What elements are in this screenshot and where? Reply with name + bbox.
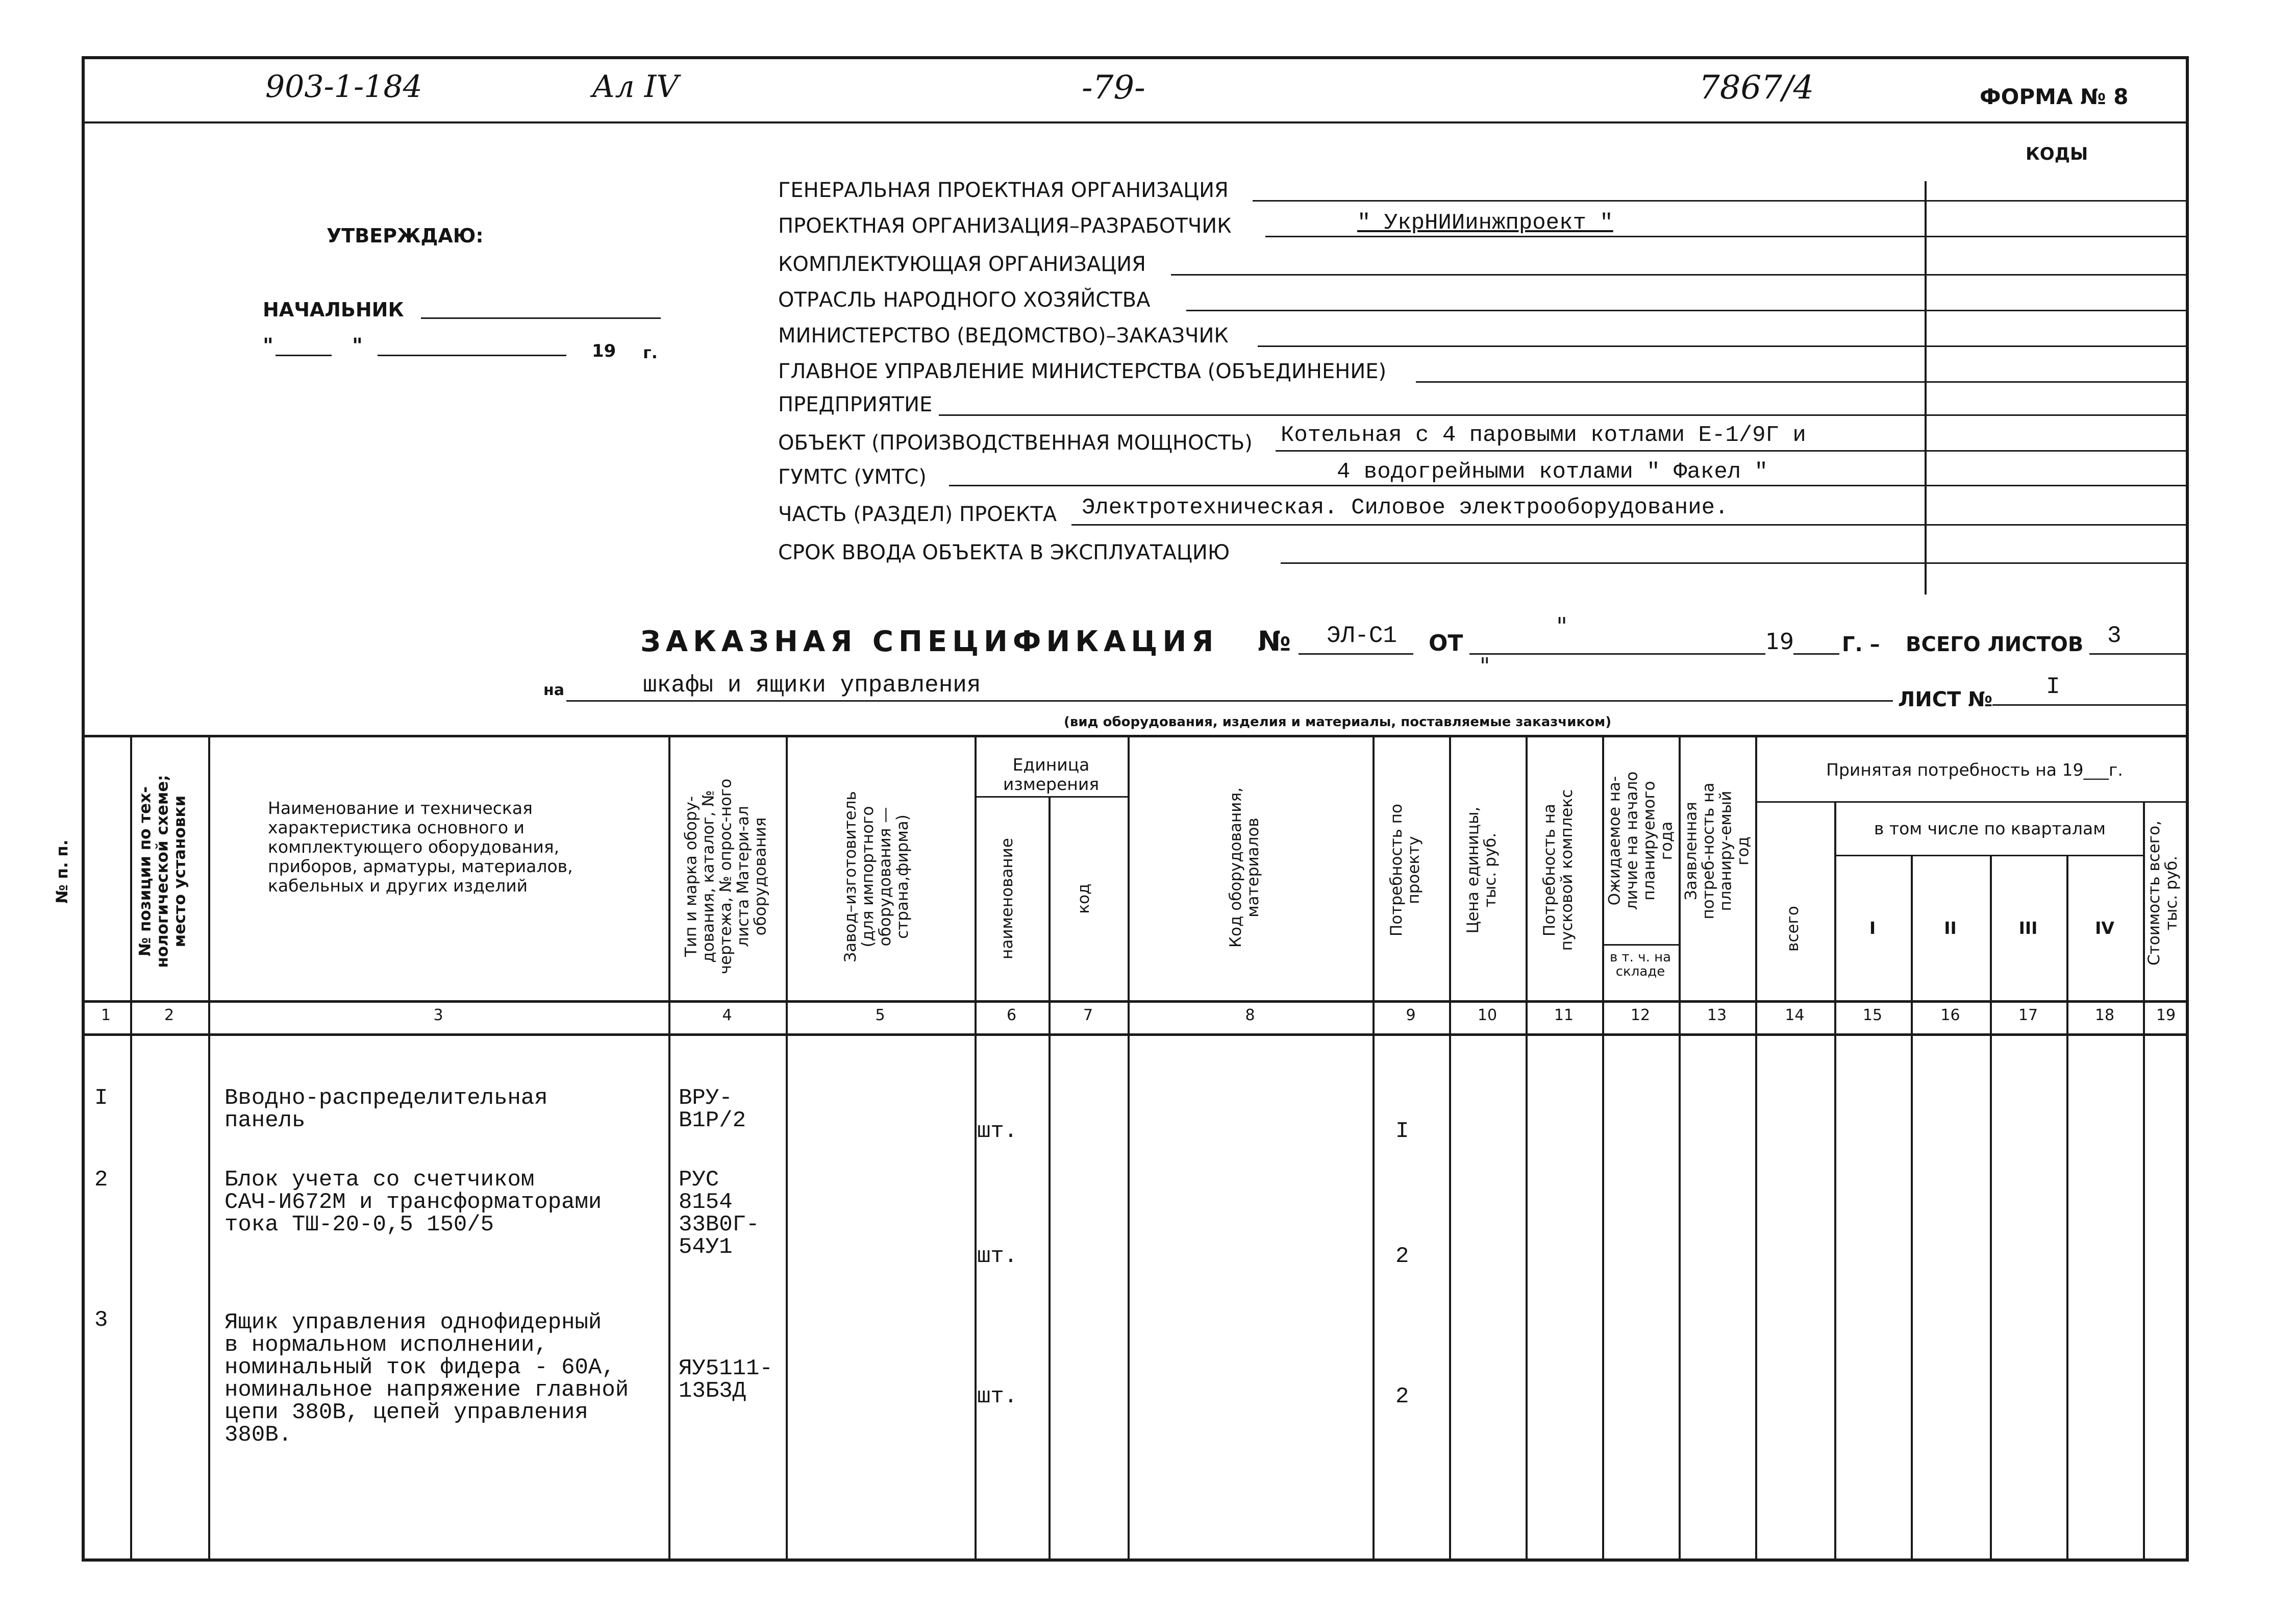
date-year-suffix: г. — [643, 343, 658, 362]
spec-sheet-label: ЛИСТ № — [1898, 688, 1993, 711]
codes-divider — [1925, 181, 1927, 595]
spec-for-label: на — [543, 681, 564, 699]
col-line-14 — [1834, 801, 1836, 1559]
col-header-q3: III — [2018, 918, 2038, 938]
spec-for-value: шкафы и ящики управления — [643, 672, 981, 699]
main-dept-line — [1416, 381, 2186, 383]
complect-org-line — [1171, 274, 2186, 276]
ministry-line — [1258, 345, 2186, 347]
colnum-4: 4 — [722, 1006, 732, 1024]
row-number: 2 — [94, 1167, 108, 1193]
row-type: ЯУ5111- 13Б3Д — [679, 1356, 773, 1404]
col-header-1: № п. п. — [53, 839, 71, 904]
row-qty: 2 — [1395, 1384, 1409, 1409]
archive-number: 7867/4 — [1699, 69, 1814, 107]
col-line-5 — [975, 735, 977, 1559]
col-header-4: Тип и марка обору-дования, каталог, № чертежа, № опрос-ного листа Матери-ал оборудования — [682, 778, 770, 975]
col-header-9: Потребность по проекту — [1387, 804, 1423, 936]
col-header-q1: I — [1869, 918, 1876, 938]
col-header-14: всего — [1784, 906, 1802, 952]
section-label: ЧАСТЬ (РАЗДЕЛ) ПРОЕКТА — [778, 503, 1057, 526]
object-value: Котельная с 4 паровыми котлами Е-1/9Г и — [1281, 423, 1806, 448]
col-line-6 — [1049, 796, 1051, 1559]
colnum-10: 10 — [1477, 1006, 1498, 1024]
colnum-11: 11 — [1554, 1006, 1574, 1024]
colnum-19: 19 — [2156, 1006, 2176, 1024]
row-unit: шт. — [977, 1244, 1018, 1269]
spec-total-line — [2089, 653, 2186, 655]
gumts-label: ГУМТС (УМТС) — [778, 465, 927, 489]
col-line-17 — [2066, 855, 2068, 1559]
colnum-13: 13 — [1707, 1006, 1727, 1024]
col-line-13 — [1755, 735, 1757, 1559]
colnum-3: 3 — [433, 1006, 443, 1024]
col-header-2: № позиции по тех-нологической схеме; место установки — [136, 775, 189, 968]
object-label: ОБЪЕКТ (ПРОИЗВОДСТВЕННАЯ МОЩНОСТЬ) — [778, 431, 1253, 455]
spec-for-line — [566, 700, 1893, 702]
colnum-12: 12 — [1630, 1006, 1651, 1024]
accepted-group-line — [1755, 801, 2189, 803]
col-header-10: Цена единицы, тыс. руб. — [1464, 806, 1500, 934]
col12-sub-line — [1602, 944, 1679, 946]
row-qty: 2 — [1395, 1244, 1409, 1269]
page-number: -79- — [1082, 69, 1145, 107]
row-name: Вводно-распределительная панель — [224, 1085, 548, 1133]
row-number: I — [94, 1085, 108, 1111]
date-day-line — [276, 355, 332, 356]
colnum-14: 14 — [1785, 1006, 1805, 1024]
row-unit: шт. — [977, 1384, 1018, 1409]
col-header-3: Наименование и техническая характеристика основного и комплектующего оборудования, приборов, арматуры, материалов, кабельных и других изделий — [268, 798, 573, 896]
spec-date-quote-bottom: " — [1480, 653, 1490, 679]
date-quote-open: " — [263, 334, 273, 358]
deadline-label: СРОК ВВОДА ОБЪЕКТА В ЭКСПЛУАТАЦИЮ — [778, 541, 1230, 564]
spec-from-label: ОТ — [1429, 630, 1463, 656]
spec-date-line — [1469, 653, 1765, 655]
general-org-label: ГЕНЕРАЛЬНАЯ ПРОЕКТНАЯ ОРГАНИЗАЦИЯ — [778, 179, 1229, 202]
col-header-6: наименование — [998, 838, 1016, 959]
colnum-18: 18 — [2094, 1006, 2115, 1024]
col-header-q2: II — [1944, 918, 1957, 938]
col-line-10 — [1526, 735, 1528, 1559]
spec-for-caption: (вид оборудования, изделия и материалы, поставляемые заказчиком) — [1064, 714, 1612, 730]
col-header-quarters: в том числе по кварталам — [1874, 819, 2106, 838]
col-header-8: Код оборудования, материалов — [1227, 787, 1262, 948]
row-type: РУС 8154 33В0Г- 54У1 — [679, 1167, 760, 1260]
row-name: Ящик управления однофидерный в нормальном исполнении, номинальный ток фидера - 60А, номинальное напряжение главной цепи 380В, цепей управления 380В. — [224, 1310, 629, 1448]
colnum-8: 8 — [1245, 1006, 1255, 1024]
complect-org-label: КОМПЛЕКТУЮЩАЯ ОРГАНИЗАЦИЯ — [778, 253, 1146, 276]
dev-org-value: " УкрНИИинжпроект " — [1357, 210, 1613, 236]
col-line-8 — [1372, 735, 1375, 1559]
spec-no-label: № — [1258, 625, 1291, 657]
colnum-bottom-line — [82, 1033, 2189, 1036]
col-line-7 — [1128, 735, 1130, 1559]
colnum-7: 7 — [1083, 1006, 1093, 1024]
col-header-accepted: Принятая потребность на 19___г. — [1826, 760, 2123, 780]
main-dept-label: ГЛАВНОЕ УПРАВЛЕНИЕ МИНИСТЕРСТВА (ОБЪЕДИНЕНИЕ) — [778, 360, 1387, 383]
row-number: 3 — [94, 1307, 108, 1333]
doc-code: 903-1-184 — [265, 69, 422, 105]
col-line-1 — [130, 735, 132, 1559]
dev-org-label: ПРОЕКТНАЯ ОРГАНИЗАЦИЯ–РАЗРАБОТЧИК — [778, 214, 1232, 238]
unit-group-line — [975, 796, 1128, 798]
colnum-1: 1 — [101, 1006, 111, 1024]
section-line — [1071, 524, 2186, 526]
approval-heading: УТВЕРЖДАЮ: — [327, 225, 484, 247]
col-header-13: Заявленная потреб-ность на планиру-емый год — [1682, 782, 1753, 920]
enterprise-label: ПРЕДПРИЯТИЕ — [778, 393, 933, 416]
spec-total-value: 3 — [2107, 623, 2122, 649]
col-header-12-sub: в т. ч. на складе — [1609, 950, 1671, 979]
spec-year-suffix: Г. – — [1842, 633, 1880, 656]
date-quote-close: " — [352, 334, 363, 358]
spec-sheet-line — [1992, 704, 2186, 706]
colnum-2: 2 — [164, 1006, 174, 1024]
enterprise-line — [939, 414, 2186, 416]
colnum-6: 6 — [1006, 1006, 1017, 1024]
col-line-15 — [1911, 855, 1913, 1559]
chief-signature-line — [421, 317, 661, 319]
spec-no-value: ЭЛ-С1 — [1327, 623, 1397, 649]
deadline-line — [1281, 562, 2186, 564]
row-type: ВРУ- В1Р/2 — [679, 1085, 746, 1133]
form-number: ФОРМА № 8 — [1980, 84, 2129, 109]
general-org-line — [1253, 200, 2186, 202]
col-line-11 — [1602, 735, 1604, 1559]
codes-label: КОДЫ — [2026, 144, 2088, 164]
quarters-group-line — [1834, 855, 2143, 856]
date-year: 19 — [592, 341, 616, 361]
col-line-3 — [668, 735, 670, 1559]
col-header-unit-group: Единица измерения — [1003, 755, 1100, 794]
ministry-label: МИНИСТЕРСТВО (ВЕДОМСТВО)–ЗАКАЗЧИК — [778, 324, 1229, 348]
col-header-19: Стоимость всего, тыс. руб. — [2145, 821, 2181, 966]
industry-label: ОТРАСЛЬ НАРОДНОГО ХОЗЯЙСТВА — [778, 288, 1151, 312]
col-line-2 — [208, 735, 210, 1559]
colnum-17: 17 — [2018, 1006, 2038, 1024]
spec-year-line — [1793, 653, 1839, 655]
spec-sheet-value: I — [2046, 674, 2060, 700]
col-header-12: Ожидаемое на-личие на начало планируемого года — [1605, 771, 1676, 910]
header-bottom-line — [82, 1000, 2189, 1003]
date-month-line — [378, 355, 566, 356]
section-value: Электротехническая. Силовое электрооборудование. — [1082, 495, 1729, 521]
spec-no-line — [1299, 653, 1413, 655]
spec-title: ЗАКАЗНАЯ СПЕЦИФИКАЦИЯ — [640, 625, 1219, 658]
object-line — [1276, 450, 2186, 452]
spec-date-quote-top: " — [1556, 612, 1568, 641]
col-line-16 — [1990, 855, 1992, 1559]
row-name: Блок учета со счетчиком САЧ-И672М и трансформаторами тока ТШ-20-0,5 150/5 — [224, 1167, 602, 1237]
album-number: Ал IV — [592, 69, 679, 105]
colnum-9: 9 — [1406, 1006, 1416, 1024]
col-header-11: Потребность на пусковой комплекс — [1540, 789, 1576, 951]
colnum-16: 16 — [1940, 1006, 1960, 1024]
col-header-q4: IV — [2095, 918, 2114, 938]
col-header-7: код — [1075, 883, 1093, 914]
colnum-5: 5 — [875, 1006, 885, 1024]
dev-org-line — [1265, 236, 2186, 237]
col-line-4 — [786, 735, 788, 1559]
gumts-value: 4 водогрейными котлами " Факел " — [1337, 459, 1768, 485]
row-unit: шт. — [977, 1119, 1018, 1144]
chief-label: НАЧАЛЬНИК — [263, 299, 404, 321]
colnum-15: 15 — [1862, 1006, 1883, 1024]
col-line-9 — [1449, 735, 1451, 1559]
gumts-line — [949, 485, 2186, 486]
header-divider — [82, 121, 2189, 123]
spec-total-label: ВСЕГО ЛИСТОВ — [1906, 633, 2084, 656]
col-line-12 — [1679, 735, 1681, 1559]
row-qty: I — [1395, 1119, 1409, 1144]
table-top-line — [82, 735, 2189, 737]
industry-line — [1186, 310, 2186, 311]
col-header-5: Завод–изготовитель (для импортного оборудования —страна,фирма) — [841, 791, 912, 962]
spec-year: 19 — [1765, 629, 1794, 655]
